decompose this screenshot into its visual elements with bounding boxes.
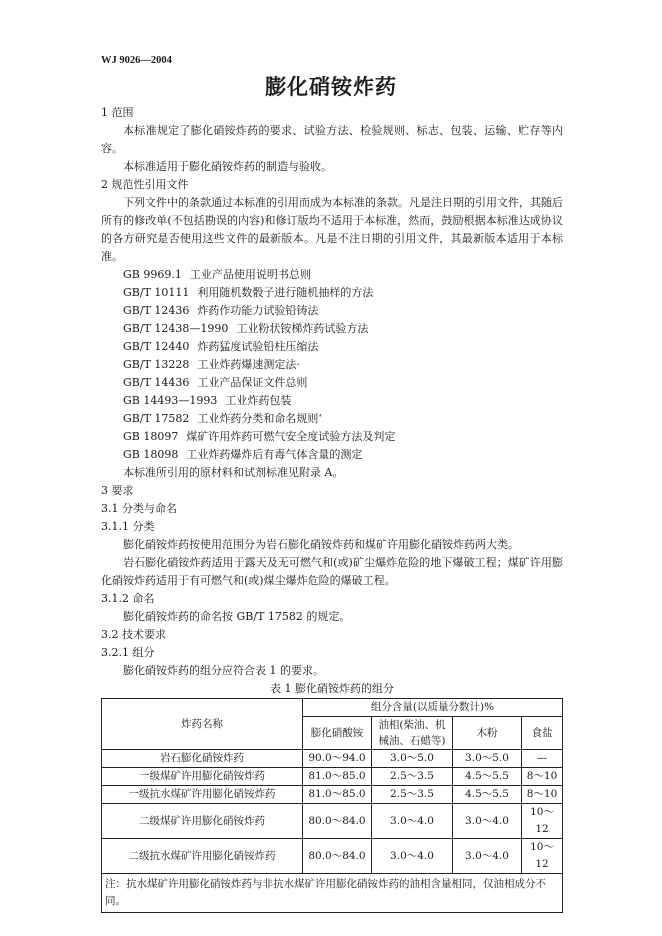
table-caption: 表 1 膨化硝铵炸药的组分: [270, 682, 394, 695]
reference-code: GB 14493—1993: [123, 394, 218, 407]
reference-list: [101, 266, 563, 464]
reference-title: 工业炸药爆炸后有毒气体含量的测定: [186, 448, 363, 461]
table-header-name: 炸药名称: [102, 699, 303, 750]
reference-item: [101, 410, 563, 428]
oil-phase-line-1: 油相(柴油、机: [378, 719, 446, 731]
section-3-1-1-para-2: 岩石膨化硝铵炸药适用于露天及无可燃气和(或)矿尘爆炸危险的地下爆破工程；煤矿许用膨化硝铵炸药适用于有可燃气和(或)煤尘爆炸危险的爆破工程。: [101, 556, 563, 587]
reference-item: [101, 374, 563, 392]
cell-value: 10～12: [522, 839, 563, 874]
section-1-heading: 1 范围: [101, 106, 134, 119]
reference-title: 工业炸药爆速测定法·: [197, 358, 300, 371]
section-3-2-heading: 3.2 技术要求: [101, 628, 166, 641]
reference-item: [101, 266, 563, 284]
cell-value: 8～10: [522, 786, 563, 804]
cell-value: 10～12: [522, 804, 563, 839]
cell-value: 2.5～3.5: [372, 786, 453, 804]
table-row: [102, 839, 563, 874]
table-row: [102, 786, 563, 804]
section-2-intro: 下列文件中的条款通过本标准的引用而成为本标准的条款。凡是注日期的引用文件，其随后所有的修改单(不包括勘误的内容)和修订版均不适用于本标准，然而，鼓励根据本标准达成协议的各方研究是否使用这些文件的最新版本。凡是不注日期的引用文件，其最新版本适用于本标准。: [101, 196, 563, 263]
cell-name: 二级煤矿许用膨化硝铵炸药: [102, 804, 303, 839]
cell-value: 3.0～4.0: [453, 804, 522, 839]
table-header-wood-flour: 木粉: [453, 717, 522, 750]
reference-item: [101, 302, 563, 320]
reference-item: [101, 356, 563, 374]
cell-value: 3.0～4.0: [372, 839, 453, 874]
reference-title: 工业炸药分类和命名规则‘: [197, 412, 322, 425]
cell-value: 4.5～5.5: [453, 786, 522, 804]
cell-name: 岩石膨化硝铵炸药: [102, 750, 303, 768]
cell-name: 一级抗水煤矿许用膨化硝铵炸药: [102, 786, 303, 804]
reference-title: 工业产品使用说明书总则: [189, 268, 311, 281]
cell-value: 81.0～85.0: [303, 768, 372, 786]
reference-code: GB/T 10111: [123, 286, 190, 299]
reference-code: GB 18097: [123, 430, 179, 443]
cell-value: 90.0～94.0: [303, 750, 372, 768]
cell-name: 一级煤矿许用膨化硝铵炸药: [102, 768, 303, 786]
document-title: 膨化硝铵炸药: [265, 74, 397, 99]
cell-value: 8～10: [522, 768, 563, 786]
reference-title: 利用随机数骰子进行随机抽样的方法: [197, 286, 374, 299]
reference-title: 工业产品保证文件总则: [197, 376, 308, 389]
table-header-ammonium-nitrate: 膨化硝酸铵: [303, 717, 372, 750]
section-2-heading: 2 规范性引用文件: [101, 178, 189, 191]
cell-value: 3.0～4.0: [372, 804, 453, 839]
table-header-oil-phase: [372, 717, 453, 750]
section-3-1-2-heading: 3.1.2 命名: [101, 592, 155, 605]
table-row: [102, 768, 563, 786]
reference-code: GB 18098: [123, 448, 179, 461]
composition-table: [101, 698, 563, 913]
cell-value: —: [522, 750, 563, 768]
section-3-1-1-para-1: 膨化硝铵炸药按使用范围分为岩石膨化硝铵炸药和煤矿许用膨化硝铵炸药两大类。: [123, 538, 519, 551]
cell-name: 二级抗水煤矿许用膨化硝铵炸药: [102, 839, 303, 874]
reference-code: GB/T 17582: [123, 412, 190, 425]
table-note: 注：抗水煤矿许用膨化硝铵炸药与非抗水煤矿许用膨化硝铵炸药的油相含量相同，仅油相成分不同。: [102, 874, 563, 913]
section-3-1-heading: 3.1 分类与命名: [101, 502, 177, 515]
section-1-para-2: 本标准适用于膨化硝铵炸药的制造与验收。: [123, 160, 332, 173]
reference-item: [101, 338, 563, 356]
reference-title: 炸药作功能力试验铅铸法: [197, 304, 319, 317]
cell-value: 80.0～84.0: [303, 839, 372, 874]
reference-item: [101, 446, 563, 464]
cell-value: 3.0～4.0: [453, 839, 522, 874]
section-3-2-1-heading: 3.2.1 组分: [101, 646, 155, 659]
section-3-1-1-heading: 3.1.1 分类: [101, 520, 155, 533]
section-2-closing: 本标准所引用的原材料和试剂标准见附录 A。: [123, 466, 344, 479]
reference-title: 煤矿许用炸药可燃气安全度试验方法及判定: [186, 430, 396, 443]
section-3-heading: 3 要求: [101, 484, 134, 497]
cell-value: 4.5～5.5: [453, 768, 522, 786]
reference-title: 工业炸药包装: [225, 394, 292, 407]
reference-code: GB/T 14436: [123, 376, 190, 389]
cell-value: 80.0～84.0: [303, 804, 372, 839]
cell-value: 3.0～5.0: [453, 750, 522, 768]
section-3-2-1-para: 膨化硝铵炸药的组分应符合表 1 的要求。: [123, 664, 324, 677]
oil-phase-line-2: 械油、石蜡等): [378, 735, 446, 747]
reference-code: GB/T 12440: [123, 340, 190, 353]
reference-code: GB/T 13228: [123, 358, 190, 371]
section-1-para-1: 本标准规定了膨化硝铵炸药的要求、试验方法、检验规则、标志、包装、运输、贮存等内容。: [101, 124, 563, 155]
reference-item: [101, 392, 563, 410]
cell-value: 81.0～85.0: [303, 786, 372, 804]
reference-code: GB 9969.1: [123, 268, 182, 281]
section-3-1-2-para: 膨化硝铵炸药的命名按 GB/T 17582 的规定。: [123, 610, 351, 623]
document-body: [101, 104, 563, 913]
cell-value: 3.0～5.0: [372, 750, 453, 768]
cell-value: 2.5～3.5: [372, 768, 453, 786]
standard-code: WJ 9026—2004: [101, 55, 172, 66]
table-row: [102, 804, 563, 839]
reference-code: GB/T 12436: [123, 304, 190, 317]
reference-item: [101, 428, 563, 446]
reference-item: [101, 284, 563, 302]
table-group-header: 组分含量(以质量分数计)%: [303, 699, 563, 717]
reference-item: [101, 320, 563, 338]
table-header-salt: 食盐: [522, 717, 563, 750]
reference-title: 工业粉状铵梯炸药试验方法: [236, 322, 369, 335]
reference-code: GB/T 12438—1990: [123, 322, 229, 335]
reference-title: 炸药猛度试验铅柱压缩法: [197, 340, 319, 353]
table-row: [102, 750, 563, 768]
